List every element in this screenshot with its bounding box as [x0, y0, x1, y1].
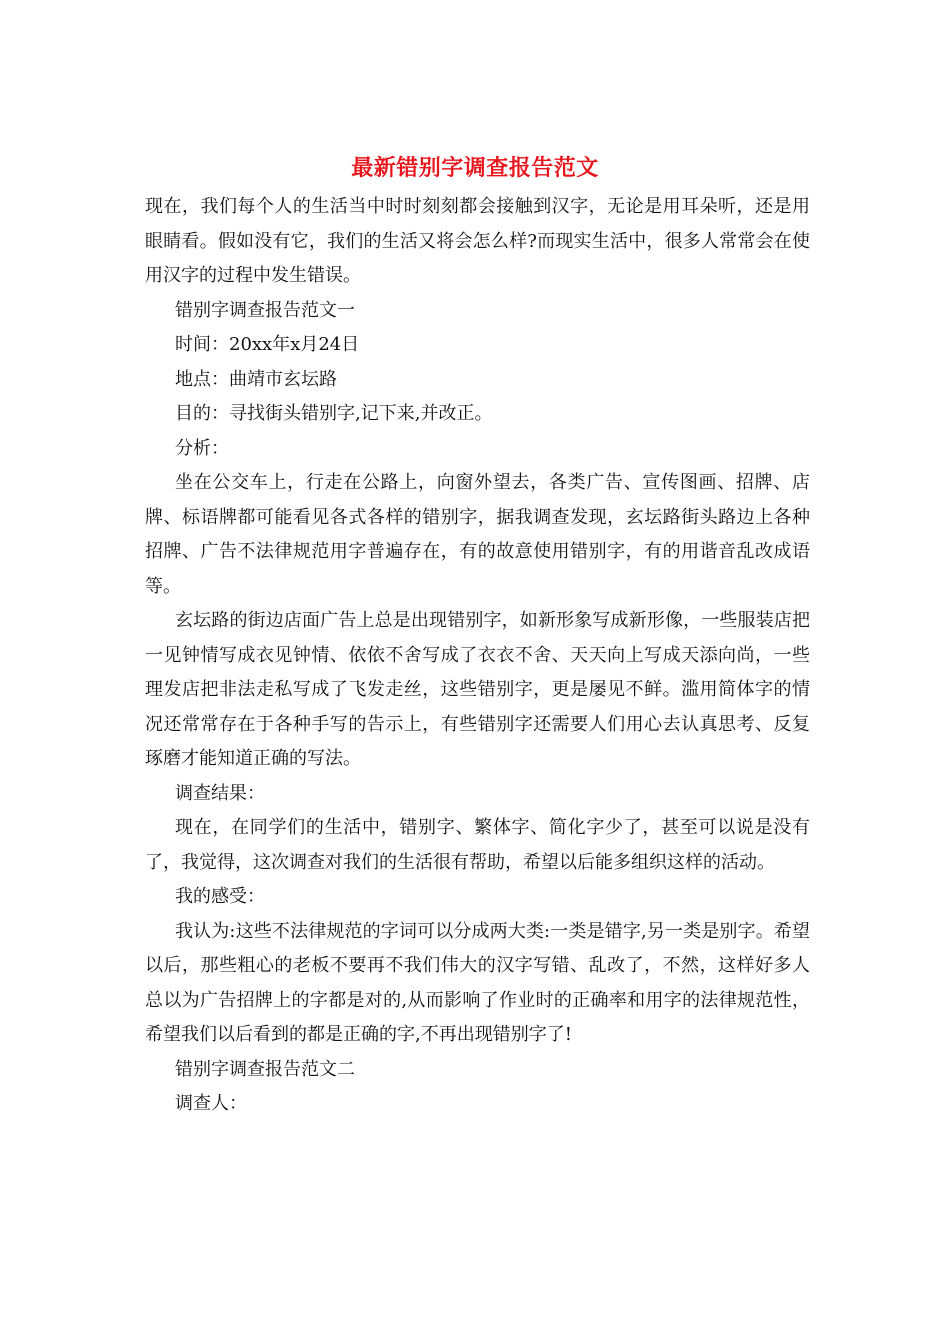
purpose-line: 目的：寻找街头错别字,记下来,并改正。	[175, 403, 493, 424]
investigator-line: 调查人：	[175, 1093, 247, 1114]
intro-paragraph: 现在，我们每个人的生活当中时时刻刻都会接触到汉字，无论是用耳朵听，还是用眼睛看。假如没有它，我们的生活又将会怎么样?而现实生活中，很多人常常会在使用汉字的过程中发生错误。	[145, 196, 810, 286]
analysis-paragraph-2: 玄坛路的街边店面广告上总是出现错别字，如新形象写成新形像，一些服装店把一见钟情写成衣见钟情、依依不舍写成了衣衣不舍、天天向上写成天添向尚，一些理发店把非法走私写成了飞发走丝，这些错别字，更是屡见不鲜。滥用简体字的情况还常常存在于各种手写的告示上，有些错别字还需要人们用心去认真思考、反复琢磨才能知道正确的写法。	[145, 610, 810, 769]
results-paragraph: 现在，在同学们的生活中，错别字、繁体字、简化字少了，甚至可以说是没有了，我觉得，这次调查对我们的生活很有帮助，希望以后能多组织这样的活动。	[145, 817, 810, 873]
analysis-paragraph-1: 坐在公交车上，行走在公路上，向窗外望去，各类广告、宣传图画、招牌、店牌、标语牌都可能看见各式各样的错别字，据我调查发现，玄坛路街头路边上各种招牌、广告不法律规范用字普遍存在，有的故意使用错别字，有的用谐音乱改成语等。	[145, 472, 810, 597]
results-heading: 调查结果：	[175, 782, 265, 804]
time-line: 时间：20xx年x月24日	[175, 334, 360, 355]
document-body	[145, 190, 810, 1122]
section-heading-2: 错别字调查报告范文二	[175, 1058, 355, 1080]
location-line: 地点：曲靖市玄坛路	[175, 368, 337, 390]
analysis-heading: 分析：	[175, 437, 229, 459]
document-title: 最新错别字调查报告范文	[351, 155, 599, 181]
feelings-paragraph: 我认为:这些不法律规范的字词可以分成两大类:一类是错字,另一类是别字。希望以后，那些粗心的老板不要再不我们伟大的汉字写错、乱改了，不然，这样好多人总以为广告招牌上的字都是对的,从而影响了作业时的正确率和用字的法律规范性，希望我们以后看到的都是正确的字,不再出现错别字了!	[145, 920, 810, 1045]
section-heading-1: 错别字调查报告范文一	[175, 299, 355, 321]
feelings-heading: 我的感受：	[175, 886, 265, 907]
